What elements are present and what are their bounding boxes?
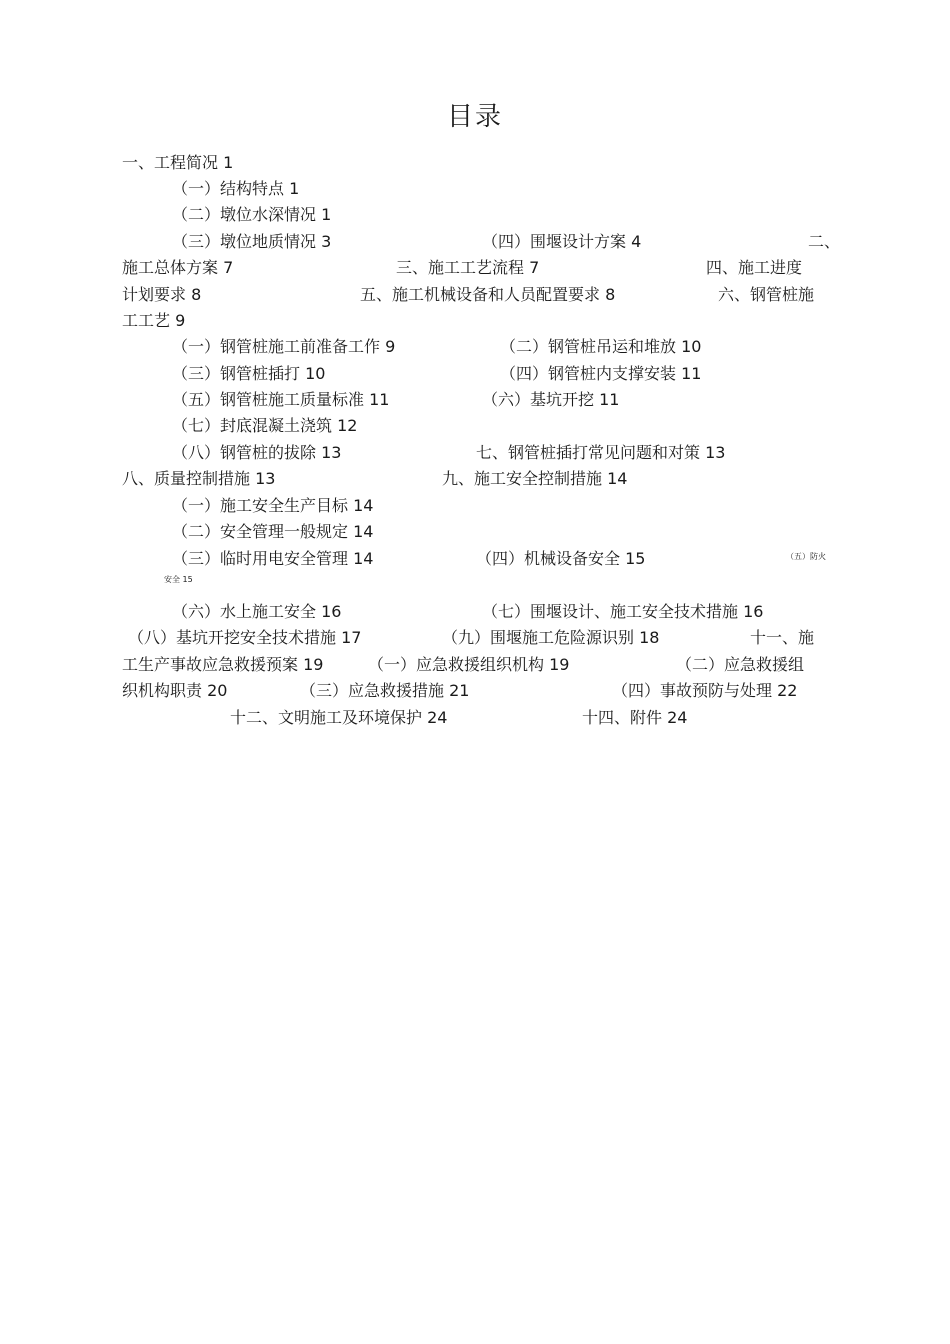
- toc-entry[interactable]: （二）墩位水深情况 1: [172, 205, 332, 224]
- toc-line: [0, 176, 950, 202]
- toc-line: [0, 282, 950, 308]
- toc-entry[interactable]: （一）应急救援组织机构 19: [368, 655, 570, 674]
- toc-entry[interactable]: 三、施工工艺流程 7: [396, 258, 540, 277]
- toc-entry[interactable]: 织机构职责 20: [122, 681, 228, 700]
- toc-line: [0, 572, 950, 588]
- toc-line: [0, 519, 950, 545]
- toc-entry[interactable]: 四、施工进度: [706, 258, 803, 277]
- toc-line: [0, 387, 950, 413]
- toc-line: [0, 202, 950, 228]
- toc-entry[interactable]: 一、工程简况 1: [122, 153, 234, 172]
- toc-entry[interactable]: 十一、施: [750, 628, 815, 647]
- toc-line: [0, 678, 950, 704]
- toc-entry[interactable]: （九）围堰施工危险源识别 18: [442, 628, 660, 647]
- toc-line: [0, 652, 950, 678]
- toc-line: [0, 255, 950, 281]
- toc-line: [0, 440, 950, 466]
- toc-line: [0, 308, 950, 334]
- toc-entry[interactable]: 工工艺 9: [122, 311, 186, 330]
- toc-entry[interactable]: 七、钢管桩插打常见问题和对策 13: [476, 443, 726, 462]
- toc-entry[interactable]: （一）钢管桩施工前准备工作 9: [172, 337, 396, 356]
- toc-line: [0, 413, 950, 439]
- toc-entry[interactable]: 六、钢管桩施: [718, 285, 815, 304]
- toc-entry[interactable]: （七）封底混凝土浇筑 12: [172, 416, 358, 435]
- toc-entry[interactable]: 施工总体方案 7: [122, 258, 234, 277]
- toc-entry[interactable]: 计划要求 8: [122, 285, 202, 304]
- toc-line: [0, 334, 950, 360]
- toc-entry[interactable]: （五）防火: [786, 552, 826, 561]
- toc-entry[interactable]: （二）安全管理一般规定 14: [172, 522, 374, 541]
- toc-entry[interactable]: 二、: [808, 232, 841, 251]
- toc-entry[interactable]: （四）机械设备安全 15: [476, 549, 646, 568]
- toc-entry[interactable]: （一）施工安全生产目标 14: [172, 496, 374, 515]
- toc-entry[interactable]: 五、施工机械设备和人员配置要求 8: [360, 285, 616, 304]
- toc-entry[interactable]: （六）基坑开挖 11: [482, 390, 620, 409]
- toc-entry[interactable]: （二）应急救援组: [676, 655, 805, 674]
- toc-entry[interactable]: （三）临时用电安全管理 14: [172, 549, 374, 568]
- toc-entry[interactable]: （四）事故预防与处理 22: [612, 681, 798, 700]
- toc-line: [0, 599, 950, 625]
- toc-line: [0, 546, 950, 572]
- toc-entry[interactable]: （四）围堰设计方案 4: [482, 232, 642, 251]
- toc-entry[interactable]: 安全 15: [164, 575, 193, 584]
- toc-line: [0, 466, 950, 492]
- page-title: 目录: [446, 102, 503, 132]
- toc-entry[interactable]: （六）水上施工安全 16: [172, 602, 342, 621]
- toc-entry[interactable]: 工生产事故应急救援预案 19: [122, 655, 324, 674]
- toc-line: [0, 229, 950, 255]
- toc-entry[interactable]: （三）钢管桩插打 10: [172, 364, 326, 383]
- toc-entry[interactable]: （四）钢管桩内支撑安装 11: [500, 364, 702, 383]
- toc-entry[interactable]: （二）钢管桩吊运和堆放 10: [500, 337, 702, 356]
- toc-entry[interactable]: 十二、文明施工及环境保护 24: [230, 708, 448, 727]
- toc-line: [0, 705, 950, 731]
- toc-line: [0, 150, 950, 176]
- toc-entry[interactable]: 八、质量控制措施 13: [122, 469, 276, 488]
- toc-line: [0, 493, 950, 519]
- toc-entry[interactable]: （一）结构特点 1: [172, 179, 300, 198]
- toc-entry[interactable]: （八）钢管桩的拔除 13: [172, 443, 342, 462]
- toc-entry[interactable]: （三）应急救援措施 21: [300, 681, 470, 700]
- toc-line: [0, 361, 950, 387]
- toc-line: [0, 625, 950, 651]
- toc-entry[interactable]: （五）钢管桩施工质量标准 11: [172, 390, 390, 409]
- toc-entry[interactable]: （三）墩位地质情况 3: [172, 232, 332, 251]
- toc-entry[interactable]: （八）基坑开挖安全技术措施 17: [128, 628, 362, 647]
- toc-entry[interactable]: 十四、附件 24: [582, 708, 688, 727]
- toc-entry[interactable]: 九、施工安全控制措施 14: [442, 469, 628, 488]
- toc-entry[interactable]: （七）围堰设计、施工安全技术措施 16: [482, 602, 764, 621]
